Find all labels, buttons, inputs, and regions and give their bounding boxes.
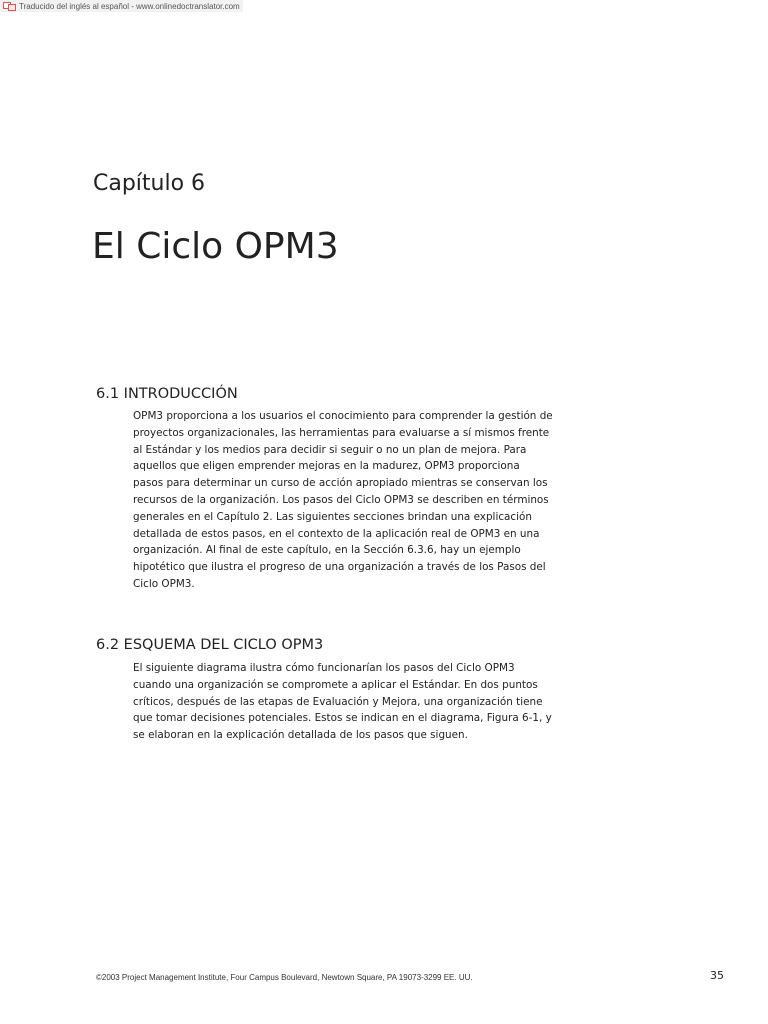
section-heading-esquema: 6.2 ESQUEMA DEL CICLO OPM3 (96, 637, 324, 653)
translate-icon (3, 2, 17, 11)
chapter-title: El Ciclo OPM3 (92, 226, 339, 267)
section-heading-introduccion: 6.1 INTRODUCCIÓN (96, 386, 238, 402)
translator-banner-text[interactable]: Traducido del inglés al español - www.onlinedoctranslator.com (19, 1, 240, 11)
section-body-esquema: El siguiente diagrama ilustra cómo funcionarían los pasos del Ciclo OPM3 cuando una organización se compromete a aplicar el Estándar. En dos puntos críticos, después de las etapas de Evaluación y Mejora, una organización tiene que tomar decisiones potenciales. Estos se indican en el diagrama, Figura 6-1, y se elaboran en la explicación detallada de los pasos que siguen. (133, 662, 552, 742)
footer-copyright: ©2003 Project Management Institute, Four Campus Boulevard, Newtown Square, PA 19073-3299 EE. UU. (96, 973, 473, 982)
section-body-introduccion: OPM3 proporciona a los usuarios el conocimiento para comprender la gestión de proyectos organizacionales, las herramientas para evaluarse a sí mismos frente al Estándar y los medios para decidir si seguir o no un plan de mejora. Para aquellos que eligen emprender mejoras en la madurez, OPM3 proporciona pasos para determinar un curso de acción apropiado mientras se conservan los recursos de la organización. Los pasos del Ciclo OPM3 se describen en términos generales en el Capítulo 2. Las siguientes secciones brindan una explicación detallada de estos pasos, en el contexto de la aplicación real de OPM3 en una organización. Al final de este capítulo, en la Sección 6.3.6, hay un ejemplo hipotético que ilustra el progreso de una organización a través de los Pasos del Ciclo OPM3. (133, 410, 553, 590)
chapter-label: Capítulo 6 (93, 171, 206, 196)
page-number: 35 (710, 969, 724, 982)
translator-banner[interactable] (0, 0, 243, 12)
